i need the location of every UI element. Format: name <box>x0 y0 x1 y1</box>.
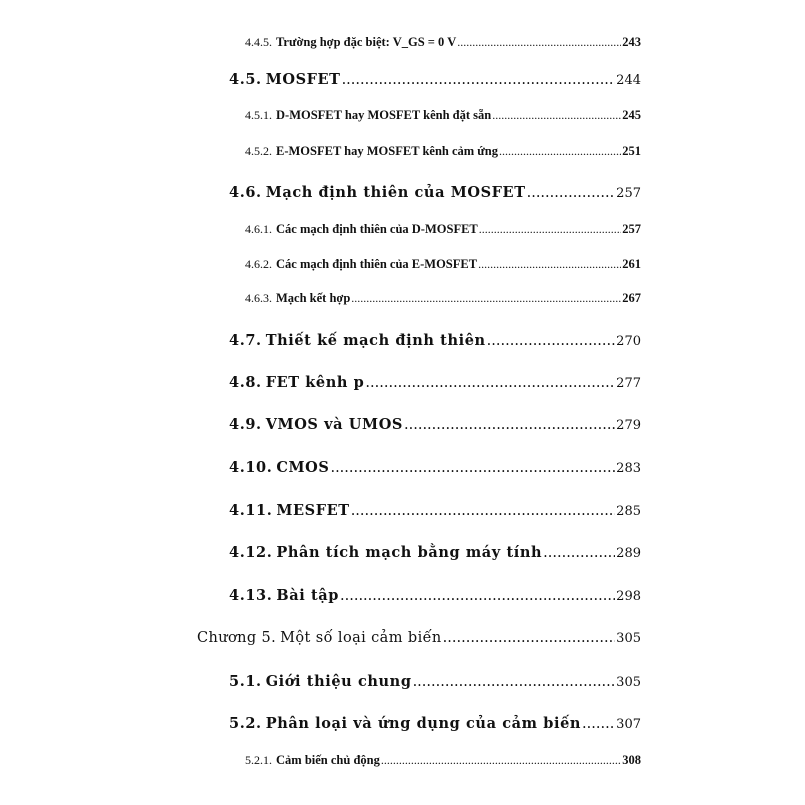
toc-entry-page: 289 <box>616 546 641 561</box>
toc-entry-title: Mạch kết hợp <box>276 291 351 305</box>
toc-entry-number: 5.2.1. <box>245 753 272 767</box>
toc-entry-page: 277 <box>616 376 641 391</box>
toc-entry-title: Phân loại và ứng dụng của cảm biến <box>265 715 582 732</box>
toc-entry-title: Giới thiệu chung <box>265 673 412 690</box>
toc-entry[interactable] <box>229 184 641 201</box>
toc-entry-number: 4.5.1. <box>245 108 272 122</box>
toc-entry-title: VMOS và UMOS <box>265 416 404 433</box>
toc-entry-page: 283 <box>616 461 641 476</box>
toc-entry-number: 4.4.5. <box>245 35 272 49</box>
toc-entry-page: 267 <box>622 291 641 305</box>
toc-entry-title: E-MOSFET hay MOSFET kênh cảm ứng <box>276 144 499 158</box>
toc-entry-page: 243 <box>622 35 641 49</box>
toc-entry-number: 4.13. <box>229 587 273 604</box>
toc-entry[interactable] <box>229 459 641 476</box>
toc-entry-number: 4.12. <box>229 544 273 561</box>
toc-entry-number: 4.8. <box>229 374 262 391</box>
toc-entry-title: Các mạch định thiên của E-MOSFET <box>276 257 478 271</box>
dot-leader <box>478 257 621 272</box>
toc-entry-page: 308 <box>622 753 641 767</box>
toc-entry-number: 4.7. <box>229 332 262 349</box>
toc-entry[interactable] <box>245 753 641 768</box>
toc-entry[interactable] <box>229 587 641 604</box>
dot-leader <box>365 375 615 391</box>
toc-entry-title: Phân tích mạch bằng máy tính <box>276 544 543 561</box>
toc-entry-title: Mạch định thiên của MOSFET <box>265 184 526 201</box>
dot-leader <box>457 35 621 50</box>
toc-entry[interactable] <box>197 630 641 646</box>
toc-entry-number: 5.2. <box>229 715 262 732</box>
dot-leader <box>351 291 621 306</box>
toc-entry-number: 4.5.2. <box>245 144 272 158</box>
toc-entry-number: 4.6.1. <box>245 222 272 236</box>
dot-leader <box>351 503 615 519</box>
dot-leader <box>381 753 621 768</box>
toc-entry[interactable] <box>229 374 641 391</box>
toc-entry[interactable] <box>229 416 641 433</box>
dot-leader <box>582 716 615 732</box>
toc-entry-number: 5.1. <box>229 673 262 690</box>
toc-entry-title: FET kênh p <box>265 374 365 391</box>
toc-entry[interactable] <box>245 108 641 123</box>
toc-entry[interactable] <box>229 544 641 561</box>
toc-entry-number: 4.6. <box>229 184 262 201</box>
dot-leader <box>340 588 615 604</box>
toc-entry[interactable] <box>229 715 641 732</box>
dot-leader <box>330 460 615 476</box>
toc-entry-title: MESFET <box>276 502 350 519</box>
toc-entry[interactable] <box>245 35 641 50</box>
toc-entry-page: 251 <box>622 144 641 158</box>
toc-entry[interactable] <box>229 673 641 690</box>
toc-entry[interactable] <box>245 222 641 237</box>
dot-leader <box>492 108 621 123</box>
toc-entry-page: 298 <box>616 589 641 604</box>
toc-entry-number: 4.9. <box>229 416 262 433</box>
toc-entry[interactable] <box>245 291 641 306</box>
toc-entry-title: Trường hợp đặc biệt: V_GS = 0 V <box>276 35 457 49</box>
toc-entry-title: D-MOSFET hay MOSFET kênh đặt sẵn <box>276 108 492 122</box>
toc-entry-number: Chương 5. <box>197 630 277 646</box>
toc-entry[interactable] <box>245 257 641 272</box>
toc-entry-page: 270 <box>616 334 641 349</box>
toc-entry-title: Bài tập <box>276 587 340 604</box>
toc-entry-page: 244 <box>616 73 641 88</box>
dot-leader <box>413 674 616 690</box>
toc-entry-number: 4.5. <box>229 71 262 88</box>
toc-entry-page: 285 <box>616 504 641 519</box>
toc-entry-page: 257 <box>622 222 641 236</box>
toc-entry-title: Thiết kế mạch định thiên <box>265 332 486 349</box>
toc-entry-title: MOSFET <box>265 71 341 88</box>
dot-leader <box>499 144 621 159</box>
dot-leader <box>443 630 616 646</box>
toc-entry[interactable] <box>229 332 641 349</box>
toc-entry-number: 4.10. <box>229 459 273 476</box>
toc-entry-number: 4.11. <box>229 502 273 519</box>
toc-entry-title: Một số loại cảm biến <box>280 630 442 646</box>
toc-entry[interactable] <box>229 71 641 88</box>
dot-leader <box>487 333 616 349</box>
dot-leader <box>479 222 621 237</box>
toc-entry-title: Cảm biến chủ động <box>276 753 380 767</box>
toc-entry-page: 245 <box>622 108 641 122</box>
toc-entry-page: 305 <box>616 675 641 690</box>
dot-leader <box>342 72 616 88</box>
toc-entry-number: 4.6.3. <box>245 291 272 305</box>
toc-entry[interactable] <box>245 144 641 159</box>
toc-entry-title: CMOS <box>276 459 330 476</box>
dot-leader <box>543 545 615 561</box>
toc-entry-title: Các mạch định thiên của D-MOSFET <box>276 222 478 236</box>
toc-entry-page: 261 <box>622 257 641 271</box>
toc-entry-page: 305 <box>616 631 641 646</box>
toc-entry-page: 257 <box>616 186 641 201</box>
toc-entry-page: 279 <box>616 418 641 433</box>
dot-leader <box>404 417 615 433</box>
dot-leader <box>527 185 616 201</box>
toc-entry-number: 4.6.2. <box>245 257 272 271</box>
toc-entry[interactable] <box>229 502 641 519</box>
toc-entry-page: 307 <box>616 717 641 732</box>
